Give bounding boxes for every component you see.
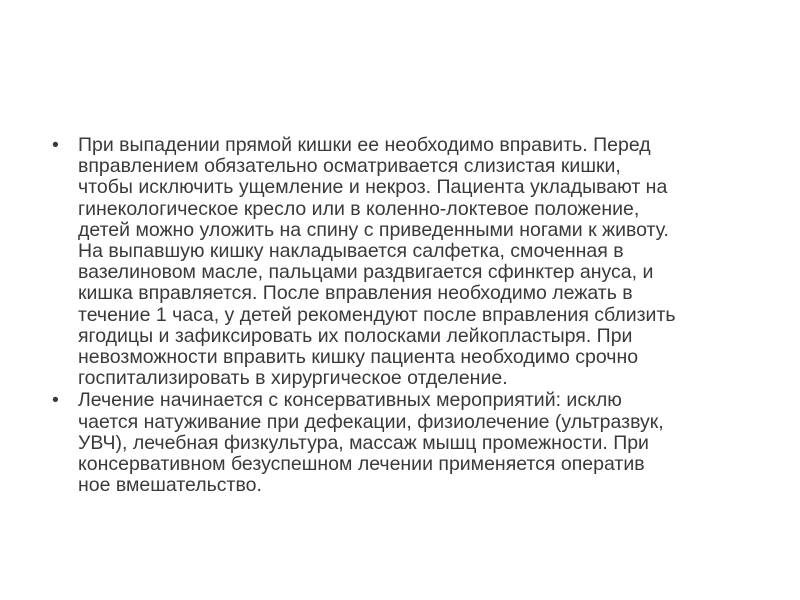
bullet-item-2: [50, 390, 760, 496]
bullet-icon: •: [52, 134, 59, 156]
text-line: вазелиновом масле, пальцами раздвигается сфинктер ануса, и: [78, 261, 654, 284]
text-line: ягодицы и зафиксировать их полосками лейкопластыря. При: [78, 324, 633, 347]
bullet-icon: •: [52, 389, 59, 412]
text-line: На выпавшую кишку накладывается салфетка, смоченная в: [78, 240, 624, 263]
text-line: ное вмешательство.: [78, 474, 262, 497]
bullet-item-1: [50, 135, 760, 389]
text-line: вправлением обязательно осматривается слизистая кишки,: [78, 155, 621, 178]
text-line: Лечение начинается с консервативных мероприятий: исклю: [78, 389, 622, 412]
text-line: При выпадении прямой кишки ее необходимо вправить. Перед: [78, 134, 651, 156]
text-line: детей можно уложить на спину с приведенными ногами к животу.: [78, 218, 669, 241]
text-line: консервативном безуспешном лечении применяется оператив: [78, 453, 645, 476]
text-line: кишка вправляется. После вправления необходимо лежать в: [78, 282, 633, 305]
text-line: чтобы исключить ущемление и некроз. Пациента укладывают на: [78, 176, 668, 199]
slide-content: [50, 135, 760, 496]
text-line: чается натуживание при дефекации, физиолечение (ультразвук,: [78, 410, 664, 433]
text-line: гинекологическое кресло или в коленно-локтевое положение,: [78, 197, 640, 220]
text-line: госпитализировать в хирургическое отделение.: [78, 367, 508, 390]
text-line: невозможности вправить кишку пациента необходимо срочно: [78, 346, 639, 369]
text-line: УВЧ), лечебная физкультура, массаж мышц промежности. При: [78, 431, 649, 454]
bullet-list: [50, 135, 760, 496]
text-line: течение 1 часа, у детей рекомендуют после вправления сблизить: [78, 303, 676, 326]
